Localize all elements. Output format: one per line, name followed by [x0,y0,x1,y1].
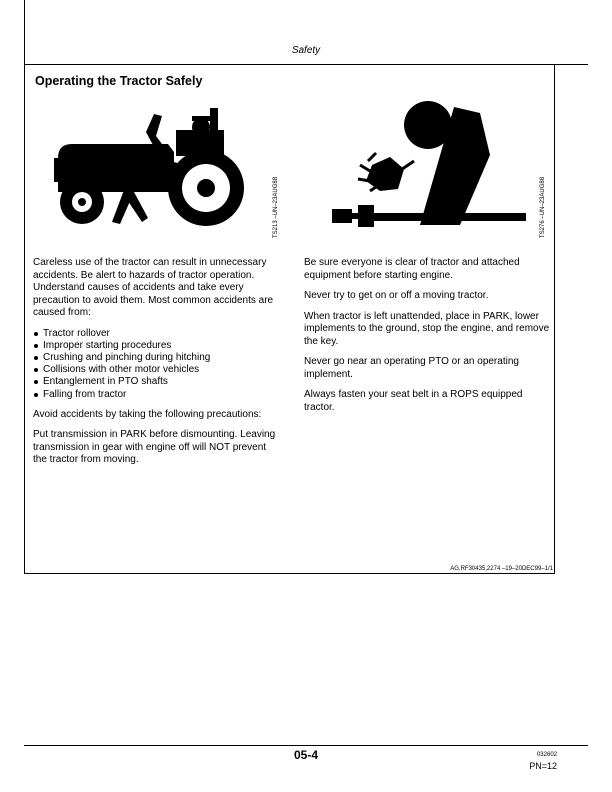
list-item: Collisions with other motor vehicles [33,364,281,376]
intro-paragraph: Careless use of the tractor can result in unnecessary accidents. Be alert to hazards of tractor operation. Understand causes of accidents and take every precaution to avoid them. Most common accidents are caused from: [33,257,274,318]
list-item: Crushing and pinching during hitching [33,352,281,364]
figure-code-2: TS276 –UN–23AUG88 [540,176,546,238]
park-note: Put transmission in PARK before dismounting. Leaving transmission in gear with engine off will NOT prevent the tractor from moving. [33,429,276,466]
figure-code-1: TS213 –UN–23AUG88 [273,176,279,238]
footer-code: 032602 [536,752,557,758]
paragraph: Never try to get on or off a moving tractor. [304,290,489,301]
left-column [33,257,281,475]
header-title: Safety [291,45,321,56]
footer-pn: PN=12 [529,761,557,771]
paragraph: Always fasten your seat belt in a ROPS equipped tractor. [304,389,523,413]
section-title: Operating the Tractor Safely [35,74,203,88]
paragraph: Never go near an operating PTO or an operating implement. [304,356,519,380]
tractor-rollover-icon [50,100,246,235]
footer-divider [24,745,588,746]
pto-entanglement-icon [330,95,530,235]
page-number: 05-4 [293,748,319,762]
list-item: Improper starting procedures [33,340,281,352]
paragraph: Be sure everyone is clear of tractor and attached equipment before starting engine. [304,257,520,281]
precautions-intro: Avoid accidents by taking the following precautions: [33,408,262,420]
accident-causes-list [33,328,281,401]
document-code: AG,RF30435,2274 –19–20DEC99–1/1 [450,566,553,572]
list-item: Entanglement in PTO shafts [33,376,281,388]
right-column [304,257,550,422]
list-item: Falling from tractor [33,389,281,401]
list-item: Tractor rollover [33,328,281,340]
paragraph: When tractor is left unattended, place in PARK, lower implements to the ground, stop the engine, and remove the key. [304,310,550,347]
